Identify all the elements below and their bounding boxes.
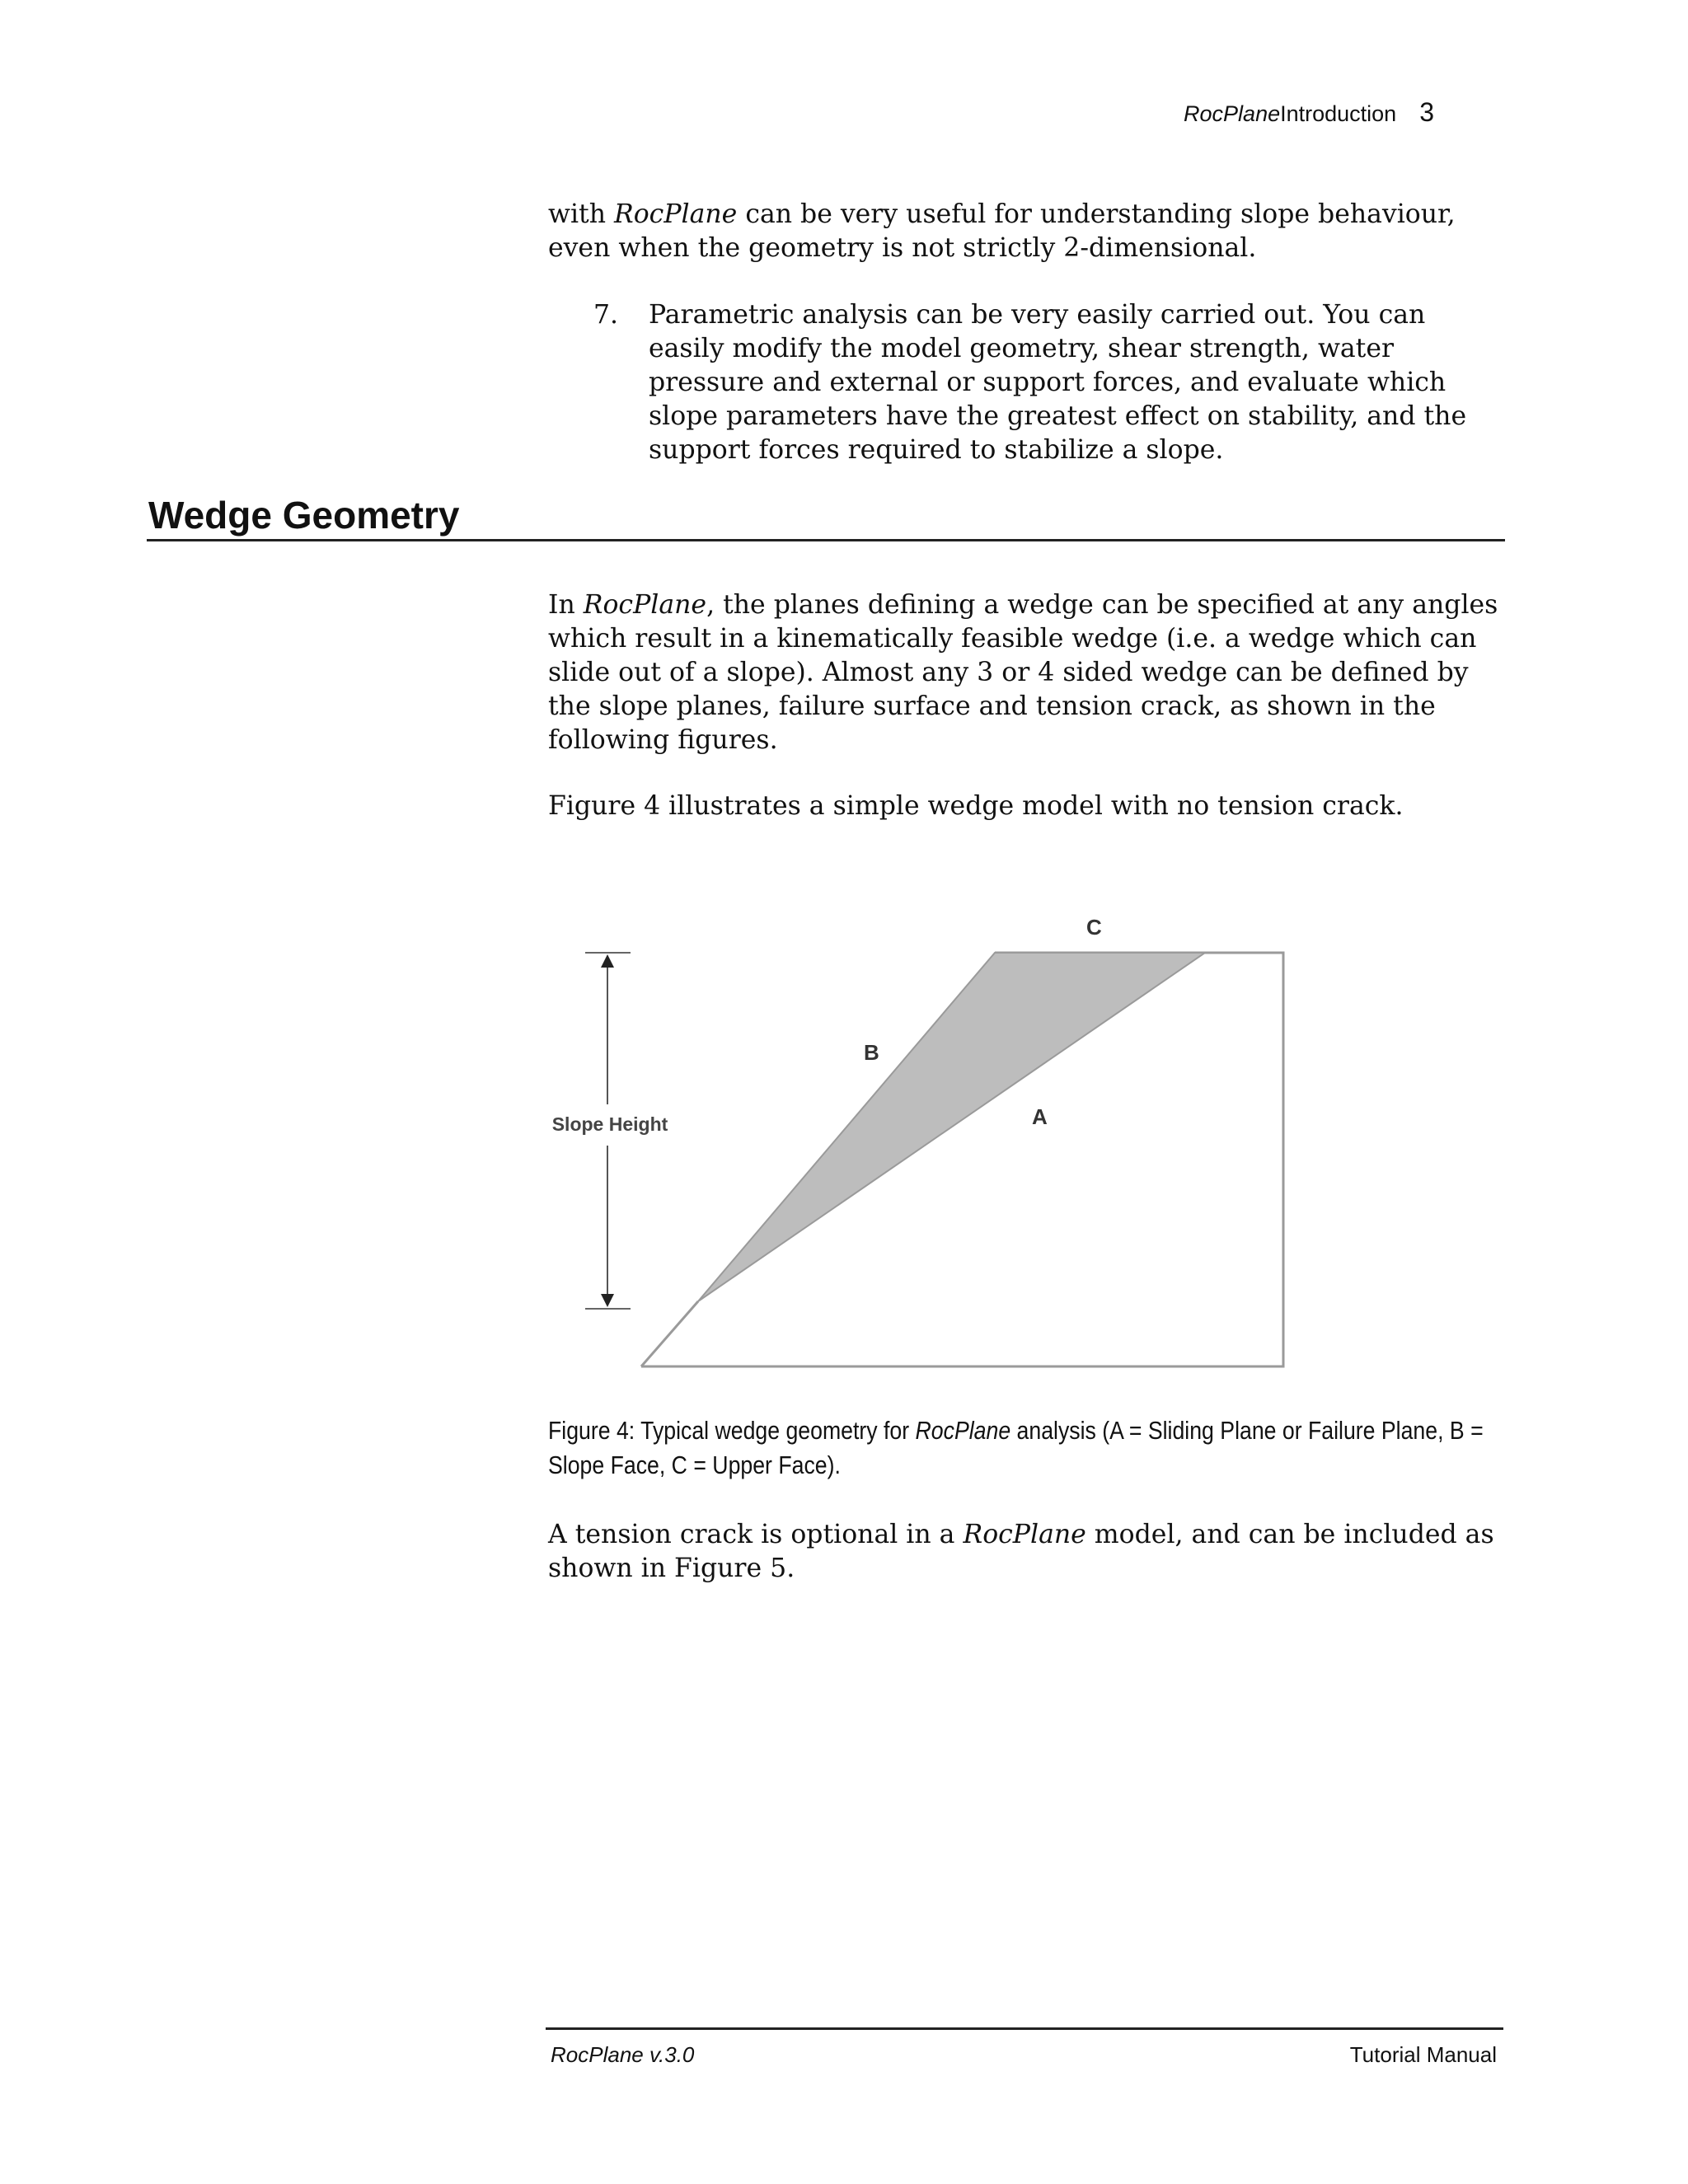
paragraph-1-end: , the planes defining a wedge can be specified at any angles which result in a kinematically feasible wedge (i.e. a wedge which can slide out of a slope). Almost any 3 or 4 sided wedge can be defined by the slope planes, failure surface and tension crack, as shown in the following figures. bbox=[548, 590, 1498, 755]
list-item-number: 7. bbox=[593, 300, 619, 330]
label-b: B bbox=[864, 1040, 879, 1065]
slope-toe-line bbox=[641, 1301, 698, 1366]
intro-product-name: RocPlane bbox=[614, 199, 738, 229]
footer-manual-title: Tutorial Manual bbox=[1349, 2042, 1497, 2067]
footer-product-version: RocPlane v.3.0 bbox=[551, 2042, 695, 2067]
paragraph-1-start: In bbox=[548, 590, 584, 620]
intro-paragraph bbox=[548, 198, 1508, 265]
dimension-arrow-down-icon bbox=[601, 1294, 614, 1307]
footer-divider bbox=[546, 2027, 1503, 2030]
list-item bbox=[593, 298, 1508, 467]
caption-text-start: Figure 4: Typical wedge geometry for bbox=[548, 1416, 916, 1445]
label-c: C bbox=[1086, 915, 1102, 940]
paragraph-1-product-name: RocPlane bbox=[583, 590, 707, 620]
running-header bbox=[1137, 97, 1434, 128]
section-divider bbox=[147, 539, 1505, 541]
slope-height-label: Slope Height bbox=[551, 1113, 668, 1135]
wedge-geometry-figure bbox=[544, 907, 1319, 1385]
dimension-arrow-up-icon bbox=[601, 954, 614, 968]
section-heading: Wedge Geometry bbox=[148, 494, 460, 537]
paragraph-figure-reference: Figure 4 illustrates a simple wedge model with no tension crack. bbox=[548, 791, 1404, 821]
header-section-title: Introduction bbox=[1280, 101, 1397, 126]
paragraph-3-end: model, and can be included as shown in Figure 5. bbox=[548, 1520, 1494, 1583]
intro-text-start: with bbox=[548, 199, 614, 229]
label-a: A bbox=[1032, 1104, 1048, 1129]
header-product-title: RocPlane bbox=[1184, 101, 1281, 126]
wedge-shape bbox=[698, 953, 1205, 1301]
intro-text-end: can be very useful for understanding slope behaviour, even when the geometry is not strictly 2-dimensional. bbox=[548, 199, 1456, 263]
paragraph-tension-crack bbox=[548, 1518, 1508, 1586]
caption-text-end: analysis (A = Sliding Plane or Failure Plane, B = Slope Face, C = Upper Face). bbox=[548, 1416, 1484, 1479]
list-item-text: Parametric analysis can be very easily carried out. You can easily modify the model geometry, shear strength, water pressure and external or support forces, and evaluate which slope parameters have the greatest effect on stability, and the support forces required to stabilize a slope. bbox=[649, 300, 1467, 465]
caption-product-name: RocPlane bbox=[915, 1416, 1011, 1445]
page-number: 3 bbox=[1419, 97, 1434, 127]
paragraph-wedge-definition bbox=[548, 588, 1508, 757]
paragraph-3-product-name: RocPlane bbox=[963, 1520, 1086, 1549]
figure-caption bbox=[548, 1413, 1502, 1483]
paragraph-3-start: A tension crack is optional in a bbox=[548, 1520, 964, 1549]
